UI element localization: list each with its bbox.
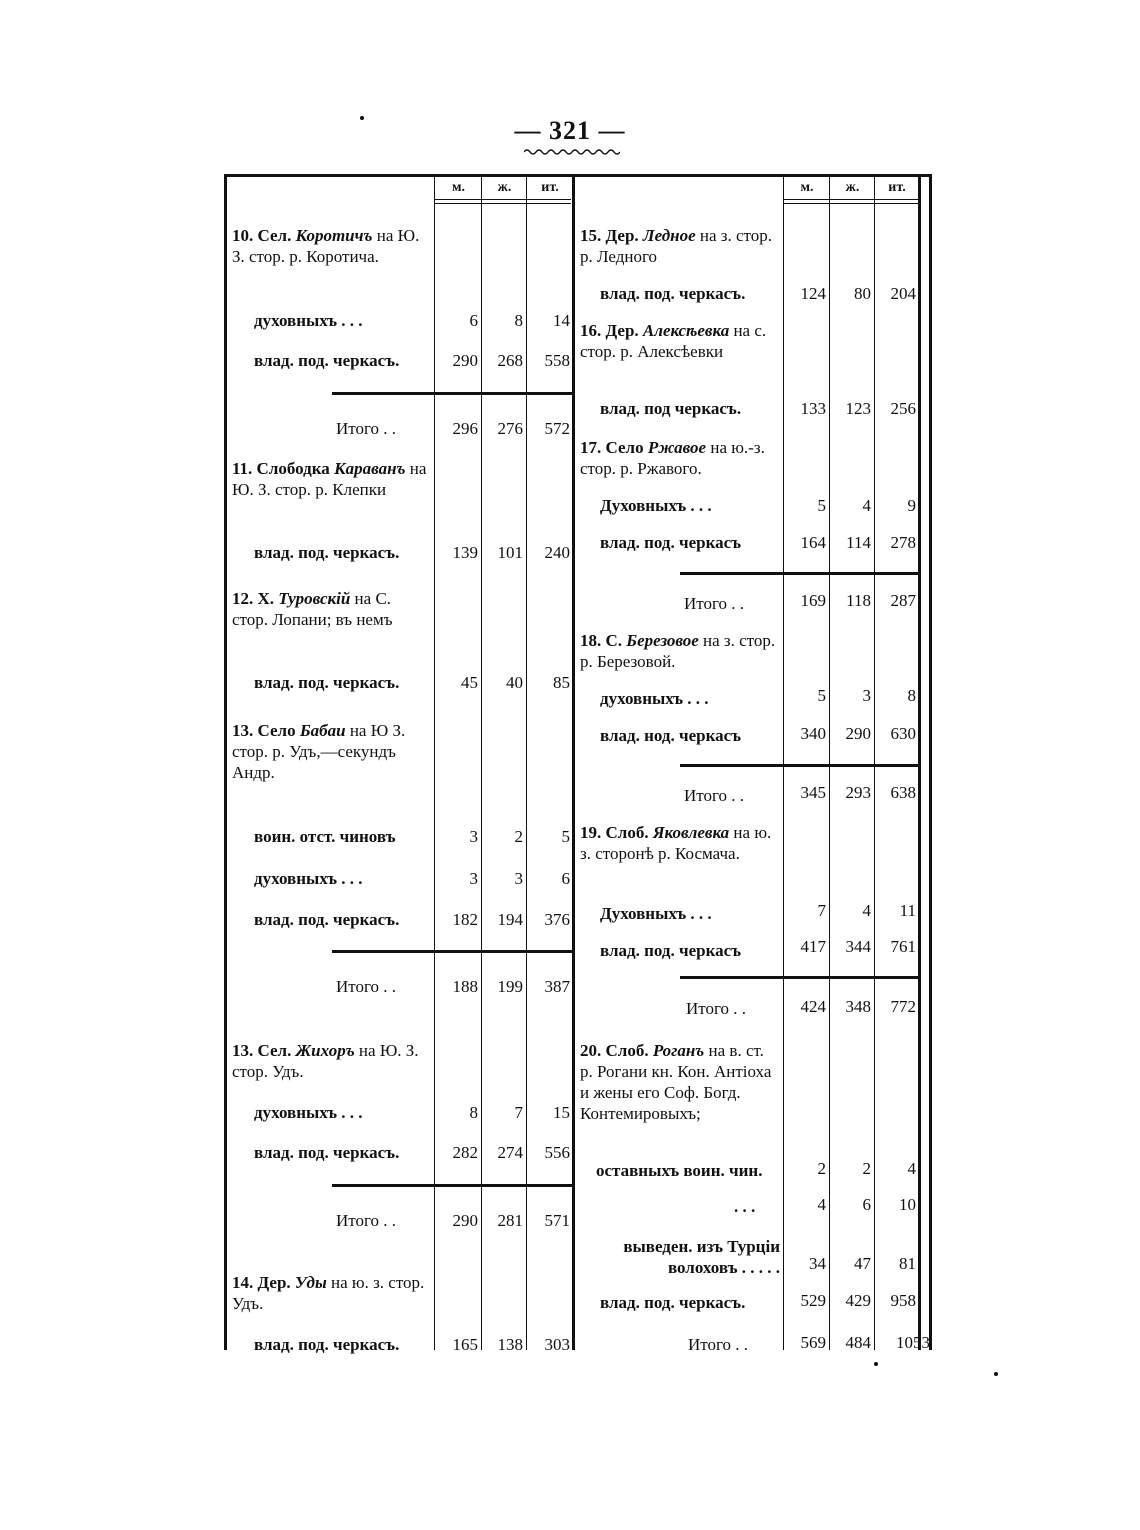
- total-label: Итого . .: [336, 1211, 397, 1230]
- value-zh: 4: [862, 496, 871, 515]
- value-zh: 138: [497, 1335, 523, 1354]
- total-label: Итого . .: [686, 999, 747, 1018]
- value-m: 34: [809, 1254, 826, 1273]
- value-it: 10: [899, 1195, 916, 1214]
- entry-title: 17. Село Ржавое на ю.-з. стор. р. Ржавого.: [580, 438, 765, 478]
- entry-title: 20. Слоб. Роганъ на в. ст. р. Рогани кн. Кон. Антіоха и жены его Соф. Богд. Контемировыхъ;: [580, 1041, 772, 1123]
- total-zh: 484: [845, 1333, 871, 1352]
- value-it: 761: [890, 937, 916, 956]
- value-m: 7: [817, 901, 826, 920]
- row-label: Духовныхъ . . .: [600, 496, 712, 515]
- row-label: . . .: [734, 1197, 756, 1216]
- entry-title: 15. Дер. Ледное на з. стор. р. Ледного: [580, 226, 772, 266]
- value-zh: 429: [845, 1291, 871, 1310]
- row-label: воин. отст. чиновъ: [254, 827, 396, 846]
- row-label: влад. под. черкасъ.: [254, 910, 400, 929]
- value-it: 303: [544, 1335, 570, 1354]
- row-label: духовныхъ . . .: [600, 689, 709, 708]
- value-it: 558: [544, 351, 570, 370]
- entry-title: 12. Х. Туровскій на С. стор. Лопани; въ немъ: [232, 589, 393, 629]
- scan-speck: [874, 1362, 878, 1366]
- total-rule: [332, 1184, 572, 1187]
- value-zh: 8: [514, 311, 523, 330]
- row-label: духовныхъ . . .: [254, 1103, 363, 1122]
- value-zh: 47: [854, 1254, 871, 1273]
- value-m: 3: [469, 869, 478, 888]
- value-it: 9: [907, 496, 916, 515]
- total-m: 345: [800, 783, 826, 802]
- value-m: 5: [817, 686, 826, 705]
- value-zh: 6: [862, 1195, 871, 1214]
- value-it: 556: [544, 1143, 570, 1162]
- header-m-left: м.: [451, 180, 466, 195]
- value-it: 11: [899, 901, 916, 920]
- value-zh: 4: [862, 901, 871, 920]
- entry-title: 14. Дер. Уды на ю. з. стор. Удъ.: [232, 1273, 425, 1313]
- value-m: 282: [452, 1143, 478, 1162]
- total-it: 772: [890, 997, 916, 1016]
- total-m: 569: [800, 1333, 826, 1352]
- value-it: 240: [544, 543, 570, 562]
- value-m: 290: [452, 351, 478, 370]
- value-zh: 194: [497, 910, 523, 929]
- value-it: 81: [899, 1254, 916, 1273]
- row-label: влад. под. черкасъ: [600, 941, 742, 960]
- value-it: 278: [890, 533, 916, 552]
- entry-title: 10. Сел. Коротичъ на Ю. З. стор. р. Коротича.: [232, 226, 420, 266]
- total-rule: [332, 392, 572, 395]
- entry-title: 18. С. Березовое на з. стор. р. Березовой.: [580, 631, 776, 671]
- row-label: духовныхъ . . .: [254, 311, 363, 330]
- scan-speck: [994, 1372, 998, 1376]
- value-m: 124: [800, 284, 826, 303]
- total-m: 424: [800, 997, 826, 1016]
- total-it: 287: [890, 591, 916, 610]
- value-zh: 344: [845, 937, 871, 956]
- total-zh: 281: [497, 1211, 523, 1230]
- total-m: 290: [452, 1211, 478, 1230]
- value-it: 204: [890, 284, 916, 303]
- value-m: 5: [817, 496, 826, 515]
- value-it: 5: [561, 827, 570, 846]
- value-zh: 3: [862, 686, 871, 705]
- value-it: 14: [553, 311, 570, 330]
- scan-speck: [360, 116, 364, 120]
- total-label: Итого . .: [684, 786, 745, 805]
- row-label: влад. нод. черкасъ: [600, 726, 742, 745]
- value-it: 6: [561, 869, 570, 888]
- header-rule: [434, 203, 571, 204]
- row-label: влад. под. черкасъ: [600, 533, 742, 552]
- value-m: 45: [461, 673, 478, 692]
- value-m: 340: [800, 724, 826, 743]
- total-rule: [332, 950, 572, 953]
- total-rule: [680, 764, 918, 767]
- value-it: 8: [907, 686, 916, 705]
- total-zh: 118: [846, 591, 871, 610]
- value-it: 256: [890, 399, 916, 418]
- header-rule: [783, 203, 918, 204]
- total-zh: 348: [845, 997, 871, 1016]
- total-label: Итого . .: [336, 977, 397, 996]
- header-rule: [783, 199, 918, 200]
- value-zh: 101: [497, 543, 523, 562]
- entry-title: 11. Слободка Караванъ на Ю. З. стор. р. Клепки: [232, 459, 427, 499]
- row-label: оставныхъ воин. чин.: [596, 1161, 763, 1180]
- total-m: 169: [800, 591, 826, 610]
- header-zh-right: ж.: [845, 180, 860, 195]
- total-label: Итого . .: [684, 594, 745, 613]
- column-rule: [918, 176, 921, 1350]
- value-m: 417: [800, 937, 826, 956]
- total-label: Итого . .: [688, 1335, 749, 1354]
- total-zh: 293: [845, 783, 871, 802]
- entry-title: 13. Сел. Жихоръ на Ю. З. стор. Удъ.: [232, 1041, 419, 1081]
- total-it: 638: [890, 783, 916, 802]
- value-zh: 114: [846, 533, 871, 552]
- page-number-underline: [524, 148, 620, 156]
- row-label: влад. под. черкасъ.: [254, 673, 400, 692]
- value-m: 3: [469, 827, 478, 846]
- total-zh: 276: [497, 419, 523, 438]
- total-rule: [680, 572, 918, 575]
- header-m-right: м.: [800, 180, 814, 195]
- row-label: влад. под. черкасъ.: [254, 543, 400, 562]
- value-it: 4: [907, 1159, 916, 1178]
- row-label: выведен. изъ Турціи волоховъ . . . . .: [623, 1237, 780, 1277]
- value-m: 164: [800, 533, 826, 552]
- row-label: Духовныхъ . . .: [600, 904, 712, 923]
- value-zh: 3: [514, 869, 523, 888]
- value-it: 15: [553, 1103, 570, 1122]
- total-it: 387: [544, 977, 570, 996]
- value-it: 958: [890, 1291, 916, 1310]
- value-m: 133: [800, 399, 826, 418]
- entry-title: 16. Дер. Алексѣевка на с. стор. р. Алексѣевки: [580, 321, 767, 361]
- value-zh: 40: [506, 673, 523, 692]
- value-zh: 7: [514, 1103, 523, 1122]
- page-number: — 321 —: [514, 116, 626, 145]
- value-zh: 80: [854, 284, 871, 303]
- row-label: духовныхъ . . .: [254, 869, 363, 888]
- value-it: 376: [544, 910, 570, 929]
- row-label: влад. под. черкасъ.: [600, 284, 746, 303]
- total-label: Итого . .: [336, 419, 397, 438]
- header-it-right: ит.: [888, 180, 906, 195]
- center-divider: [572, 176, 575, 1350]
- header-rule: [434, 199, 571, 200]
- header-zh-left: ж.: [497, 180, 512, 195]
- row-label: влад. под черкасъ.: [600, 399, 742, 418]
- total-m: 296: [452, 419, 478, 438]
- value-it: 630: [890, 724, 916, 743]
- total-m: 188: [452, 977, 478, 996]
- value-m: 4: [817, 1195, 826, 1214]
- total-it: 572: [544, 419, 570, 438]
- entry-title: 19. Слоб. Яковлевка на ю. з. сторонѣ р. Космача.: [580, 823, 772, 863]
- value-m: 6: [469, 311, 478, 330]
- header-it-left: ит.: [541, 180, 559, 195]
- value-zh: 290: [845, 724, 871, 743]
- value-m: 182: [452, 910, 478, 929]
- row-label: влад. под. черкасъ.: [254, 1143, 400, 1162]
- value-m: 529: [800, 1291, 826, 1310]
- value-m: 2: [817, 1159, 826, 1178]
- value-zh: 123: [845, 399, 871, 418]
- value-m: 8: [469, 1103, 478, 1122]
- value-zh: 268: [497, 351, 523, 370]
- entry-title: 13. Село Бабаи на Ю З. стор. р. Удъ,—секундъ Андр.: [232, 721, 406, 782]
- value-m: 165: [452, 1335, 478, 1354]
- total-it: 571: [544, 1211, 570, 1230]
- value-m: 139: [452, 543, 478, 562]
- row-label: влад. под. черкасъ.: [254, 351, 400, 370]
- row-label: влад. под. черкасъ.: [600, 1293, 746, 1312]
- total-zh: 199: [497, 977, 523, 996]
- row-label: влад. под. черкасъ.: [254, 1335, 400, 1354]
- value-zh: 2: [862, 1159, 871, 1178]
- value-zh: 274: [497, 1143, 523, 1162]
- value-it: 85: [553, 673, 570, 692]
- value-zh: 2: [514, 827, 523, 846]
- total-rule: [680, 976, 918, 979]
- total-it: 1053: [896, 1333, 930, 1352]
